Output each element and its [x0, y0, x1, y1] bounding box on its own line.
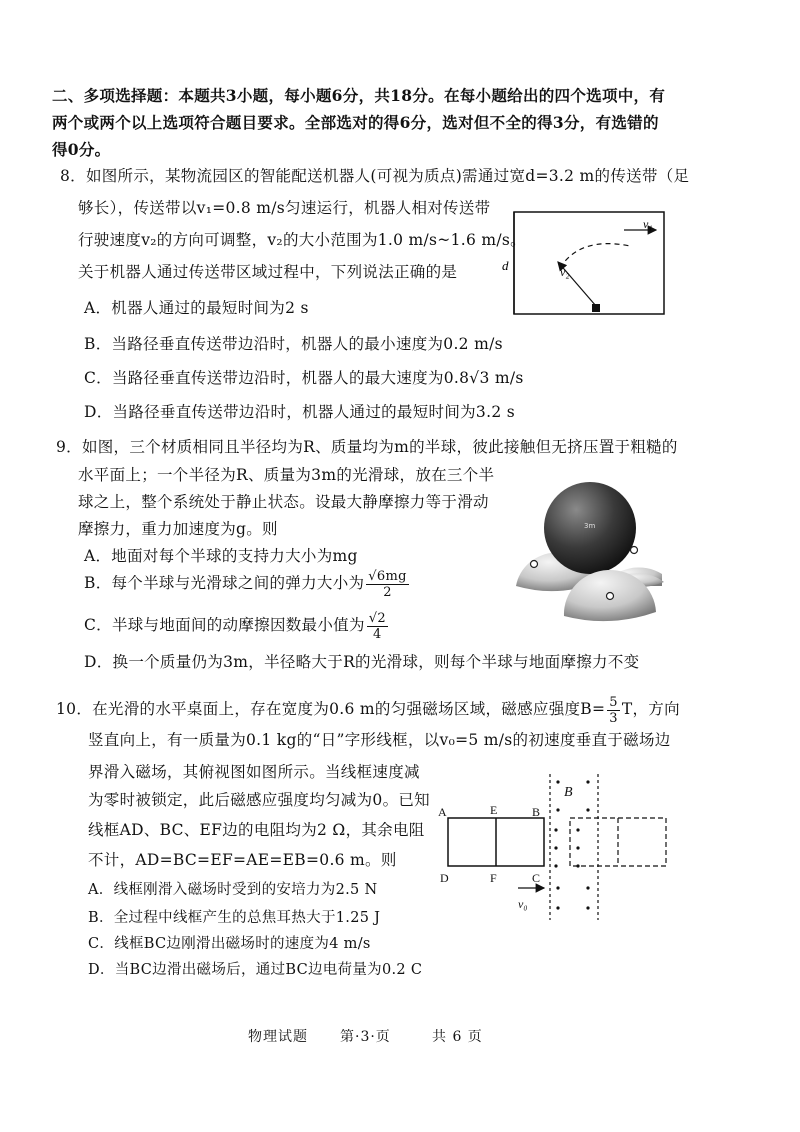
q9-option-c-denominator: 4	[373, 626, 382, 642]
q10-stem-line2: 竖直向上，有一质量为0.1 kg的“日”字形线框，以v₀=5 m/s的初速度垂直于磁场边	[88, 731, 671, 749]
footer-subject: 物理试题	[248, 1029, 308, 1045]
q9-option-b-fraction	[366, 569, 408, 600]
q10-stem-line1	[56, 692, 680, 726]
v2-arc	[560, 244, 630, 268]
q10-option-a: A．线框刚滑入磁场时受到的安培力为2.5 N	[88, 882, 378, 898]
q10-stem-line3: 界滑入磁场，其俯视图如图所示。当线框速度减	[88, 763, 420, 781]
q10-option-c: C．线框BC边刚滑出磁场时的速度为4 m/s	[88, 936, 371, 952]
fig-label-field: B	[564, 785, 573, 800]
q9-option-d: D．换一个质量仍为3m，半径略大于R的光滑球，则每个半球与地面摩擦力不变	[84, 653, 640, 671]
q8-stem-line3: 行驶速度v₂的方向可调整，v₂的大小范围为1.0 m/s~1.6 m/s。	[78, 231, 526, 249]
q9-stem-line4: 摩擦力，重力加速度为g。则	[78, 520, 278, 538]
fig-ball-label: 3m	[584, 522, 596, 530]
q10-field-numerator: 5	[609, 694, 618, 710]
q9-option-b-numerator: √6mg	[368, 568, 407, 584]
q8-stem-line4: 关于机器人通过传送带区域过程中，下列说法正确的是	[78, 263, 458, 281]
q9-option-c-text: C．半球与地面间的动摩擦因数最小值为	[84, 616, 365, 634]
q8-option-c: C．当路径垂直传送带边沿时，机器人的最大速度为0.8√3 m/s	[84, 369, 524, 387]
section-header-line2: 两个或两个以上选项符合题目要求。全部选对的得6分，选对但不全的得3分，有选错的	[52, 113, 659, 132]
q10-option-b: B．全过程中线框产生的总焦耳热大于1.25 J	[88, 910, 381, 926]
q10-stem-line1-text: 10．在光滑的水平桌面上，存在宽度为0.6 m的匀强磁场区域，磁感应强度B=	[56, 700, 606, 718]
q10-stem-line4: 为零时被锁定，此后磁感应强度均匀减为0。已知	[88, 791, 430, 809]
fig-label-e: E	[490, 803, 498, 817]
q8-option-b: B．当路径垂直传送带边沿时，机器人的最小速度为0.2 m/s	[84, 335, 503, 353]
section-header-line1: 二、多项选择题：本题共3小题，每小题6分，共18分。在每小题给出的四个选项中，有	[52, 86, 666, 105]
q9-option-b	[84, 567, 411, 600]
q9-spheres-figure	[512, 478, 672, 628]
robot-marker	[592, 304, 600, 312]
q9-option-c-fraction	[367, 611, 388, 642]
fig-d-label: d	[502, 258, 509, 273]
q9-stem-line2: 水平面上；一个半径为R、质量为3m的光滑球，放在三个半	[78, 466, 495, 484]
q10-stem-line1-end: T，方向	[621, 700, 680, 718]
q8-stem-line2: 够长），传送带以v₁=0.8 m/s匀速运行，机器人相对传送带	[78, 199, 491, 217]
q8-option-a: A．机器人通过的最短时间为2 s	[84, 299, 309, 317]
q9-option-c-numerator: √2	[368, 610, 386, 626]
fig-label-b: B	[532, 805, 541, 819]
q8-stem-line1: 8．如图所示，某物流园区的智能配送机器人(可视为质点)需通过宽d=3.2 m的传送带（足	[60, 167, 690, 185]
fig-label-d: D	[440, 871, 449, 885]
footer-page: 第·3·页	[340, 1029, 391, 1045]
q9-option-b-text: B．每个半球与光滑球之间的弹力大小为	[84, 574, 365, 592]
fig-v1-label: v₁	[643, 217, 653, 231]
fig-v2-label: v₂	[560, 265, 570, 279]
q10-field-denominator: 3	[609, 710, 618, 726]
fig-label-v0: v₀	[518, 897, 528, 911]
q9-stem-line1: 9．如图，三个材质相同且半径均为R、质量均为m的半球，彼此接触但无挤压置于粗糙的	[56, 438, 678, 456]
q10-stem-line6: 不计，AD=BC=EF=AE=EB=0.6 m。则	[88, 851, 397, 869]
q10-field-fraction	[607, 695, 620, 726]
q9-stem-line3: 球之上，整个系统处于静止状态。设最大静摩擦力等于滑动	[78, 493, 489, 511]
q9-option-c	[84, 609, 390, 642]
q8-option-d: D．当路径垂直传送带边沿时，机器人通过的最短时间为3.2 s	[84, 403, 515, 421]
fig-label-c: C	[532, 871, 541, 885]
q9-option-b-denominator: 2	[383, 584, 392, 600]
q10-option-d: D．当BC边滑出磁场后，通过BC边电荷量为0.2 C	[88, 962, 423, 978]
footer-total: 共 6 页	[432, 1029, 483, 1045]
section-header-line3: 得0分。	[52, 140, 111, 159]
q10-stem-line5: 线框AD、BC、EF边的电阻均为2 Ω，其余电阻	[88, 821, 425, 839]
q10-frame-figure	[432, 770, 680, 920]
q8-conveyor-figure	[500, 208, 670, 320]
fig-label-a: A	[438, 805, 447, 819]
q9-option-a: A．地面对每个半球的支持力大小为mg	[84, 547, 358, 565]
fig-label-f: F	[490, 871, 497, 885]
